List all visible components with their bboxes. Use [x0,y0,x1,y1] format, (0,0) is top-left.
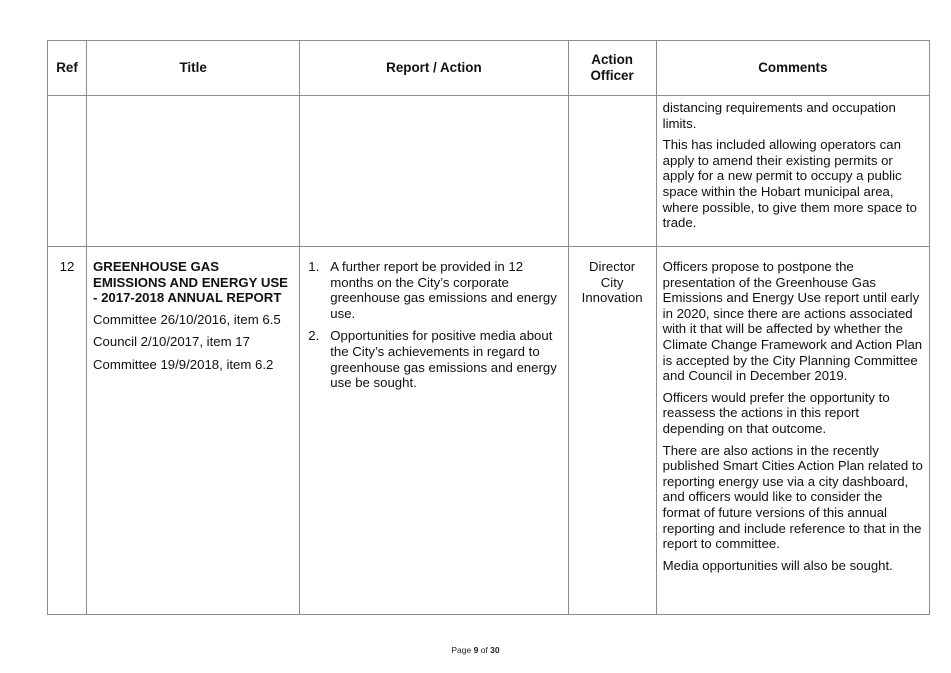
action-list-item [304,259,561,321]
header-comments: Comments [656,41,929,96]
footer-page-label: Page [451,645,472,655]
item-title: GREENHOUSE GAS EMISSIONS AND ENERGY USE - 2017-2018 ANNUAL REPORT [93,259,288,306]
item-report-action-cell [300,247,568,615]
page-footer [0,645,951,655]
item-action-officer-cell [568,247,656,615]
officer-line: City [600,274,624,290]
header-report-action: Report / Action [300,41,568,96]
officer-line: Innovation [581,290,643,306]
officer-line: Director [589,259,636,274]
comment-paragraph: Officers propose to postpone the presentation of the Greenhouse Gas Emissions and Energy Use report until early in 2020, since there are actions associated with it that will be affected by whether the Climate Change Framework and Action Plan is accepted by the City Planning Committee and Council in December 2019. [662,259,923,384]
continued-ref-cell [48,96,87,247]
continued-report-cell [300,96,568,247]
footer-current-page: 9 [473,645,479,655]
item-ref-cell [48,247,87,615]
action-report-table [47,40,930,615]
action-number: 1. [308,259,320,274]
item-ref-number: 12 [59,259,75,274]
continued-officer-cell [568,96,656,247]
header-action-officer-line1: Action [591,52,633,67]
comment-paragraph: Media opportunities will also be sought. [662,557,893,573]
action-number: 2. [308,328,320,344]
table-row-continued [48,96,930,247]
item-reference-line: Committee 26/10/2016, item 6.5 [93,311,281,327]
action-text: A further report be provided in 12 months on the City’s corporate greenhouse gas emissions and energy use. [330,259,557,321]
item-reference-line: Council 2/10/2017, item 17 [93,334,250,350]
continued-comments-cell [656,96,929,247]
action-list [304,259,561,391]
header-title: Title [87,41,300,96]
footer-total-pages: 30 [490,645,500,655]
footer-of-label: of [480,645,488,655]
header-ref: Ref [48,41,87,96]
action-list-item [304,328,561,390]
item-comments-cell [656,247,929,615]
header-action-officer-line2: Officer [590,68,634,83]
comment-paragraph: There are also actions in the recently published Smart Cities Action Plan related to reporting energy use via a city dashboard, and officers would like to consider the format of future versions of this annual reporting and include reference to that in the report to committee. [662,442,923,552]
continued-title-cell [87,96,300,247]
item-reference-line: Committee 19/9/2018, item 6.2 [93,356,274,372]
header-action-officer [568,41,656,96]
item-title-cell [87,247,300,615]
comment-paragraph: Officers would prefer the opportunity to reassess the actions in this report depending on that outcome. [662,389,890,436]
table-header-row [48,41,930,96]
table-row-item-12 [48,247,930,615]
continued-comment-paragraph: distancing requirements and occupation limits. [662,100,896,131]
action-text: Opportunities for positive media about the City’s achievements in regard to greenhouse gas emissions and energy use be sought. [330,328,557,391]
continued-comment-paragraph: This has included allowing operators can apply to amend their existing permits or apply for a new permit to occupy a public space within the Hobart municipal area, where possible, to give them more space to trade. [662,137,918,231]
